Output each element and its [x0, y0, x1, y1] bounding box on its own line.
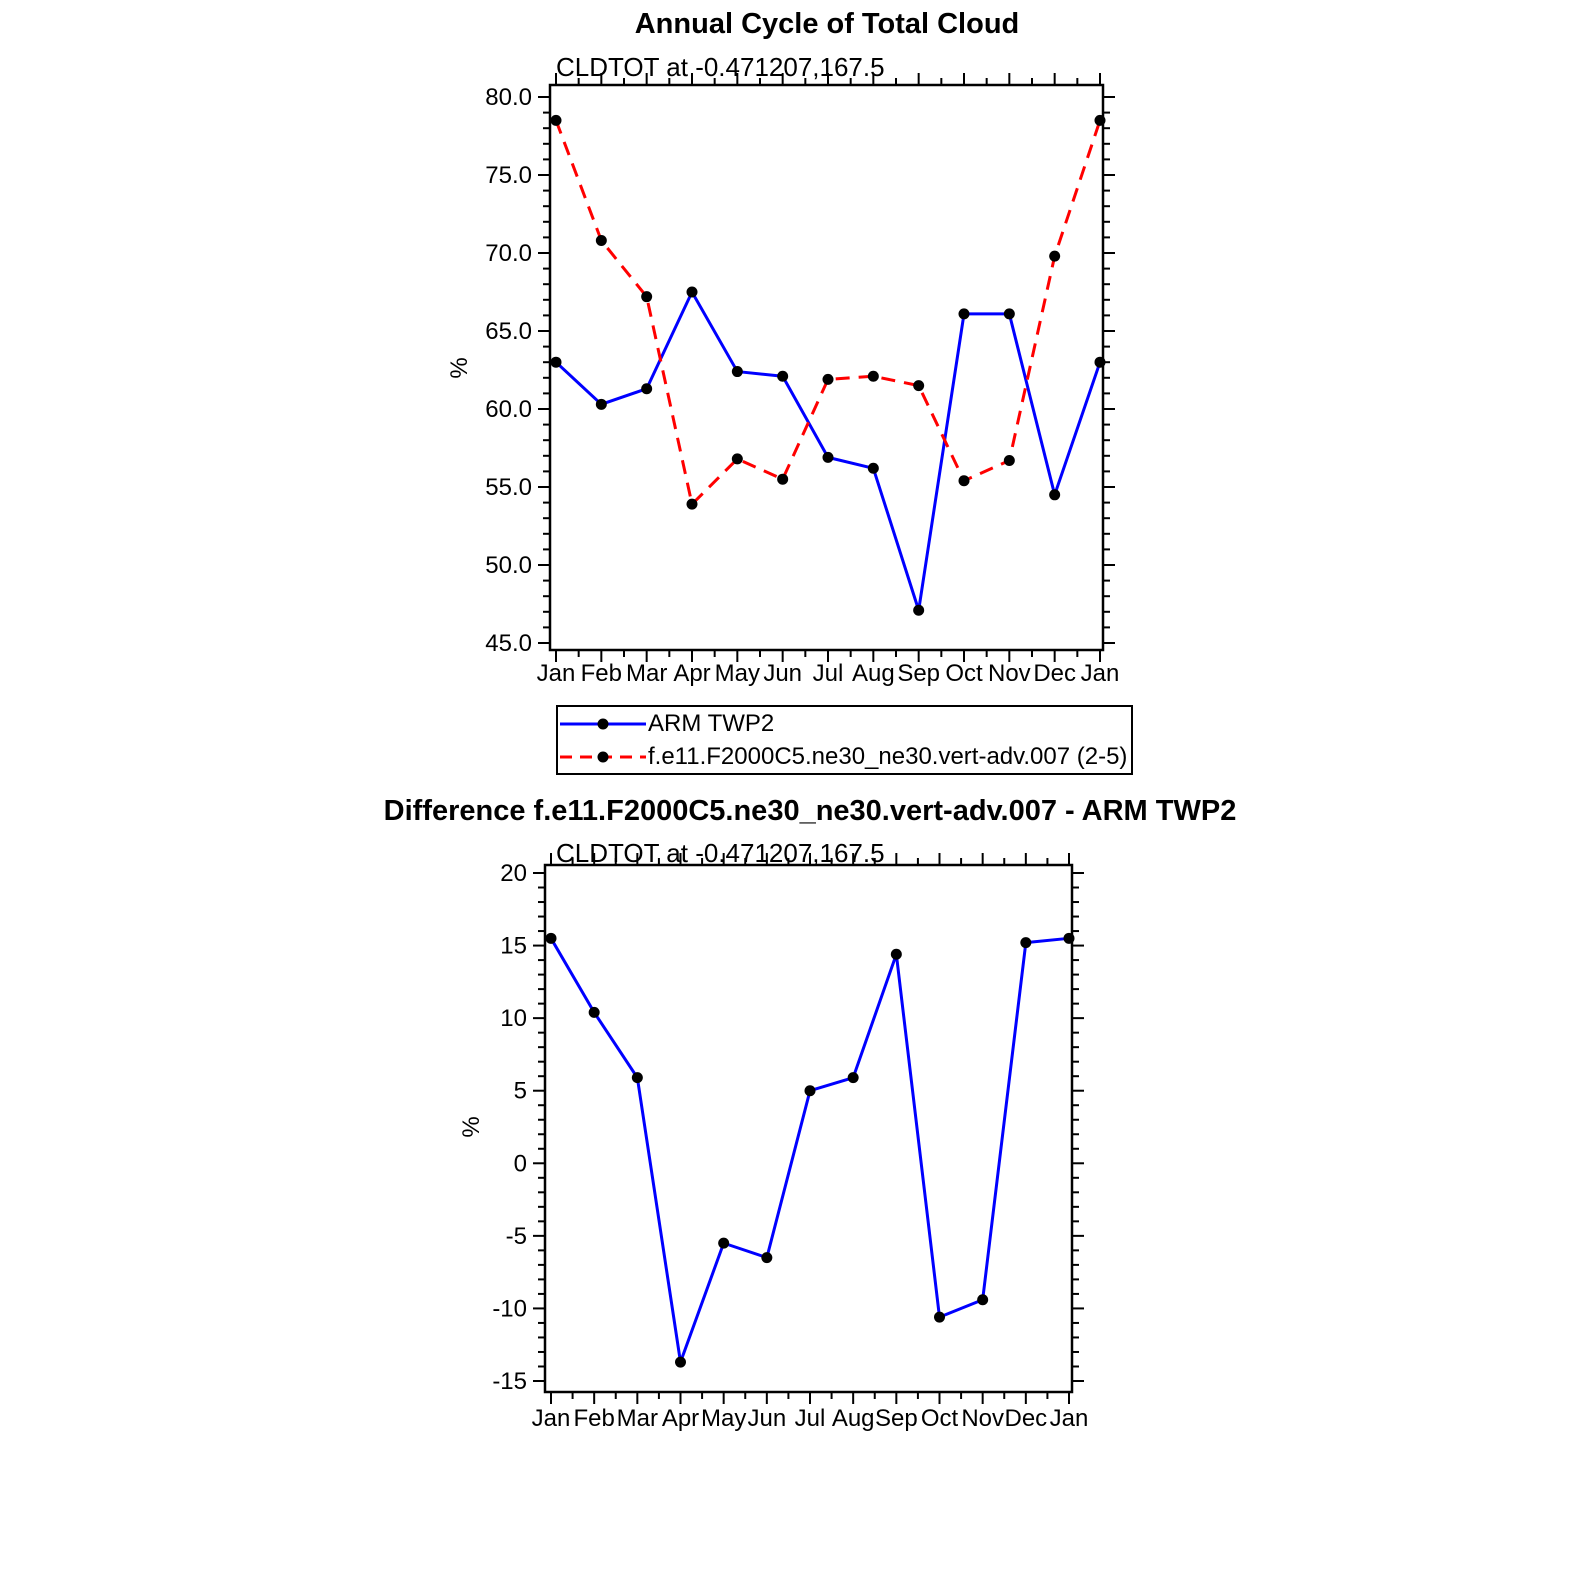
y-tick-label: 70.0 [485, 240, 532, 267]
data-point-marker [675, 1357, 686, 1368]
y-tick-label: 65.0 [485, 318, 532, 345]
data-point-marker [551, 115, 562, 126]
data-point-marker [777, 371, 788, 382]
y-tick-label: 15 [500, 932, 527, 960]
top-chart-y-axis-label: % [446, 357, 473, 379]
y-tick-label: 20 [500, 860, 527, 887]
legend-line-sample [560, 746, 646, 768]
data-point-marker [959, 475, 970, 486]
data-point-marker [1095, 115, 1106, 126]
plot-box [545, 865, 1072, 1392]
x-tick-label: Sep [897, 660, 941, 687]
data-point-marker [596, 399, 607, 410]
data-point-marker [959, 308, 970, 319]
data-point-marker [913, 605, 924, 616]
legend-row-1 [560, 740, 1127, 773]
chart-1 [492, 853, 1088, 1432]
data-point-marker [641, 383, 652, 394]
data-point-marker [891, 949, 902, 960]
data-point-marker [1064, 933, 1075, 944]
series-line-0 [556, 292, 1100, 610]
top-chart-subtitle: CLDTOT at -0.471207,167.5 [556, 52, 885, 82]
plot-box [550, 85, 1103, 650]
x-tick-label: Feb [580, 660, 623, 687]
data-point-marker [823, 374, 834, 385]
x-tick-label: Oct [920, 1405, 959, 1432]
data-point-marker [687, 287, 698, 298]
x-tick-label: Feb [573, 1405, 615, 1432]
x-tick-label: Jan [1049, 1405, 1089, 1432]
data-point-marker [868, 463, 879, 474]
data-point-marker [596, 235, 607, 246]
data-point-marker [1020, 937, 1031, 948]
y-tick-label: -10 [492, 1295, 527, 1323]
data-point-marker [868, 371, 879, 382]
y-tick-label: 5 [513, 1077, 527, 1105]
data-point-marker [1004, 308, 1015, 319]
x-tick-label: Aug [831, 1405, 875, 1432]
y-tick-label: 60.0 [485, 396, 532, 423]
x-tick-label: Nov [961, 1405, 1005, 1432]
x-tick-label: Apr [673, 660, 711, 687]
y-tick-label: -5 [505, 1222, 527, 1250]
series-line-1 [556, 120, 1100, 504]
data-point-marker [589, 1007, 600, 1018]
data-point-marker [1095, 357, 1106, 368]
data-point-marker [1049, 251, 1060, 262]
x-tick-label: Mar [616, 1405, 659, 1432]
x-tick-label: Jan [531, 1405, 571, 1432]
y-tick-label: 55.0 [485, 474, 532, 501]
y-tick-label: 0 [513, 1150, 527, 1178]
data-point-marker [546, 933, 557, 944]
x-tick-label: May [714, 660, 761, 687]
data-point-marker [777, 474, 788, 485]
x-tick-label: Dec [1033, 660, 1077, 687]
data-point-marker [551, 357, 562, 368]
x-tick-label: Mar [625, 660, 668, 687]
data-point-marker [805, 1085, 816, 1096]
bottom-chart-subtitle: CLDTOT at -0.471207,167.5 [556, 838, 885, 868]
y-tick-label: 75.0 [485, 162, 532, 189]
data-point-marker [687, 499, 698, 510]
data-point-marker [641, 291, 652, 302]
x-tick-label: Jul [812, 660, 844, 687]
data-point-marker [1049, 489, 1060, 500]
legend-label-0: ARM TWP2 [648, 709, 775, 737]
legend-marker [598, 718, 609, 729]
legend-label-1: f.e11.F2000C5.ne30_ne30.vert-adv.007 (2-5) [648, 742, 1128, 770]
x-tick-label: Sep [874, 1405, 918, 1432]
x-tick-label: Jun [763, 660, 803, 687]
x-tick-label: Aug [851, 660, 895, 687]
legend-line-sample [560, 713, 646, 735]
data-point-marker [761, 1252, 772, 1263]
x-tick-label: Oct [945, 660, 983, 687]
y-tick-label: 80.0 [485, 84, 532, 111]
data-point-marker [913, 380, 924, 391]
legend-row-0 [560, 707, 1127, 740]
series-line-0 [551, 938, 1069, 1362]
y-tick-label: -15 [492, 1368, 527, 1395]
data-point-marker [1004, 455, 1015, 466]
x-tick-label: Apr [661, 1405, 700, 1432]
x-tick-label: Jul [794, 1405, 826, 1432]
data-point-marker [977, 1294, 988, 1305]
x-tick-label: May [700, 1405, 747, 1432]
x-tick-label: Jan [1080, 660, 1120, 687]
data-point-marker [848, 1072, 859, 1083]
data-point-marker [732, 366, 743, 377]
data-point-marker [934, 1312, 945, 1323]
x-tick-label: Jan [536, 660, 576, 687]
data-point-marker [718, 1238, 729, 1249]
legend [556, 705, 1133, 775]
y-tick-label: 45.0 [485, 630, 532, 657]
x-tick-label: Jun [747, 1405, 787, 1432]
bottom-chart-y-axis-label: % [458, 1116, 485, 1138]
data-point-marker [823, 452, 834, 463]
top-chart-title: Annual Cycle of Total Cloud [634, 8, 1020, 40]
y-tick-label: 10 [500, 1005, 527, 1033]
data-point-marker [632, 1072, 643, 1083]
legend-marker [598, 751, 609, 762]
chart-0 [485, 73, 1119, 687]
x-tick-label: Nov [987, 660, 1031, 687]
bottom-chart-title: Difference f.e11.F2000C5.ne30_ne30.vert-adv.007 - ARM TWP2 [383, 795, 1237, 827]
x-tick-label: Dec [1004, 1405, 1048, 1432]
y-tick-label: 50.0 [485, 552, 532, 579]
data-point-marker [732, 453, 743, 464]
